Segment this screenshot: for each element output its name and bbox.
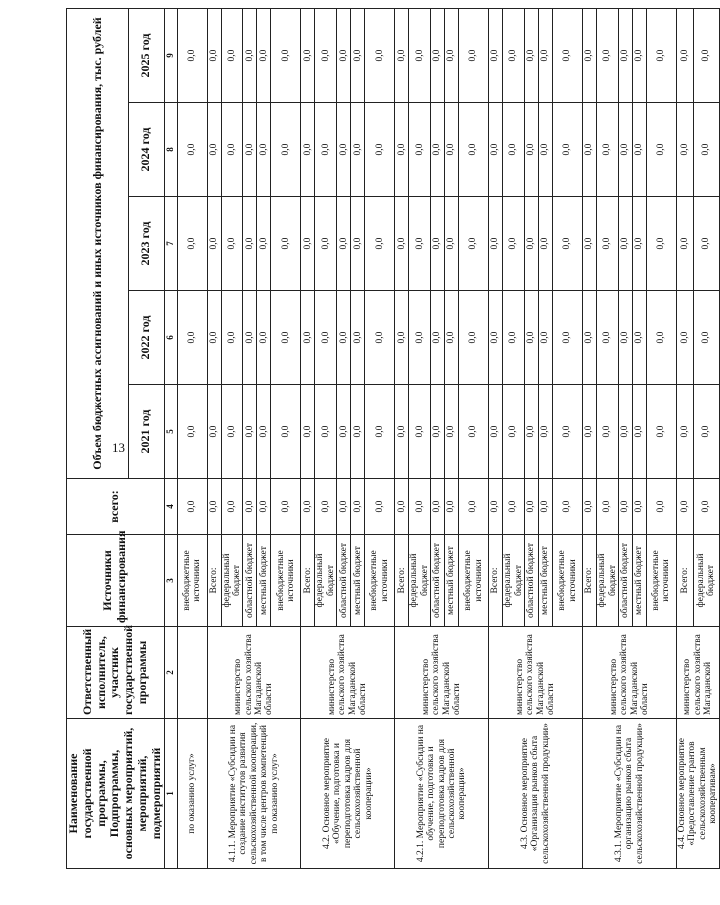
- value-cell: 0,0: [243, 8, 257, 102]
- value-cell: 0,0: [395, 8, 409, 102]
- value-cell: 0,0: [676, 291, 693, 385]
- table-row: [583, 8, 597, 868]
- funding-source-cell: Всего:: [489, 535, 503, 627]
- value-cell: 0,0: [177, 291, 207, 385]
- value-cell: 0,0: [489, 291, 503, 385]
- value-cell: 0,0: [431, 479, 445, 535]
- value-cell: 0,0: [597, 197, 619, 291]
- column-index: 9: [164, 8, 177, 102]
- value-cell: 0,0: [315, 103, 337, 197]
- value-cell: 0,0: [365, 479, 395, 535]
- funding-source-cell: местный бюджет: [257, 535, 271, 627]
- column-index-row: [164, 8, 177, 868]
- funding-source-cell: внебюджетные источники: [553, 535, 583, 627]
- value-cell: 0,0: [409, 291, 431, 385]
- value-cell: 0,0: [351, 103, 365, 197]
- value-cell: 0,0: [459, 197, 489, 291]
- value-cell: 0,0: [646, 103, 676, 197]
- value-cell: 0,0: [676, 197, 693, 291]
- value-cell: 0,0: [693, 197, 719, 291]
- funding-source-cell: внебюджетные источники: [646, 535, 676, 627]
- value-cell: 0,0: [632, 197, 646, 291]
- value-cell: 0,0: [177, 385, 207, 479]
- value-cell: 0,0: [539, 291, 553, 385]
- rotated-table-container: [66, 9, 719, 869]
- value-cell: 0,0: [409, 8, 431, 102]
- value-cell: 0,0: [221, 479, 243, 535]
- value-cell: 0,0: [431, 197, 445, 291]
- funding-source-cell: внебюджетные источники: [177, 535, 207, 627]
- value-cell: 0,0: [271, 479, 301, 535]
- value-cell: 0,0: [583, 385, 597, 479]
- funding-source-cell: областной бюджет: [618, 535, 632, 627]
- funding-source-cell: федеральный бюджет: [315, 535, 337, 627]
- value-cell: 0,0: [553, 197, 583, 291]
- value-cell: 0,0: [177, 197, 207, 291]
- header-year: 2022 год: [128, 291, 164, 385]
- value-cell: 0,0: [301, 479, 315, 535]
- table-row: [301, 8, 315, 868]
- value-cell: 0,0: [177, 103, 207, 197]
- value-cell: 0,0: [693, 479, 719, 535]
- value-cell: 0,0: [243, 103, 257, 197]
- value-cell: 0,0: [271, 385, 301, 479]
- header-responsible: Ответственный исполнитель, участник государственной программы: [67, 627, 165, 719]
- table-row: [489, 8, 503, 868]
- header-volume: Объем бюджетных ассигнований и иных источников финансирования, тыс. рублей: [67, 8, 129, 478]
- value-cell: 0,0: [315, 291, 337, 385]
- value-cell: 0,0: [676, 479, 693, 535]
- value-cell: 0,0: [351, 291, 365, 385]
- value-cell: 0,0: [525, 8, 539, 102]
- funding-source-cell: областной бюджет: [243, 535, 257, 627]
- value-cell: 0,0: [539, 197, 553, 291]
- value-cell: 0,0: [221, 197, 243, 291]
- value-cell: 0,0: [221, 291, 243, 385]
- value-cell: 0,0: [525, 197, 539, 291]
- table-header: [67, 8, 178, 868]
- value-cell: 0,0: [583, 8, 597, 102]
- funding-source-cell: внебюджетные источники: [459, 535, 489, 627]
- value-cell: 0,0: [409, 479, 431, 535]
- funding-source-cell: Всего:: [583, 535, 597, 627]
- value-cell: 0,0: [646, 385, 676, 479]
- value-cell: 0,0: [553, 385, 583, 479]
- value-cell: 0,0: [409, 385, 431, 479]
- value-cell: 0,0: [583, 103, 597, 197]
- value-cell: 0,0: [409, 103, 431, 197]
- value-cell: 0,0: [597, 8, 619, 102]
- value-cell: 0,0: [337, 385, 351, 479]
- header-year: 2021 год: [128, 385, 164, 479]
- row-name-cell: 4.1.1. Мероприятие «Субсидии на создание институтов развития сельскохозяйственной кооперации, в том числе центров компетенций по оказанию услуг»: [207, 719, 301, 869]
- value-cell: 0,0: [632, 103, 646, 197]
- value-cell: 0,0: [301, 385, 315, 479]
- row-responsible-cell: министерство сельского хозяйства Магаданской области: [301, 627, 395, 719]
- value-cell: 0,0: [271, 197, 301, 291]
- row-responsible-cell: [177, 627, 207, 719]
- value-cell: 0,0: [693, 385, 719, 479]
- row-name-cell: 4.3. Основное мероприятие «Организация рынков сбыта сельскохозяйственной продукции»: [489, 719, 583, 869]
- value-cell: 0,0: [618, 197, 632, 291]
- value-cell: 0,0: [693, 103, 719, 197]
- value-cell: 0,0: [489, 103, 503, 197]
- funding-source-cell: федеральный бюджет: [693, 535, 719, 627]
- value-cell: 0,0: [503, 8, 525, 102]
- row-responsible-cell: министерство сельского хозяйства Магаданской области: [583, 627, 677, 719]
- value-cell: 0,0: [207, 291, 221, 385]
- value-cell: 0,0: [525, 291, 539, 385]
- value-cell: 0,0: [395, 479, 409, 535]
- value-cell: 0,0: [525, 385, 539, 479]
- value-cell: 0,0: [445, 197, 459, 291]
- value-cell: 0,0: [459, 479, 489, 535]
- value-cell: 0,0: [243, 479, 257, 535]
- funding-source-cell: федеральный бюджет: [503, 535, 525, 627]
- value-cell: 0,0: [315, 479, 337, 535]
- funding-source-cell: федеральный бюджет: [409, 535, 431, 627]
- value-cell: 0,0: [676, 8, 693, 102]
- header-total: всего:: [67, 479, 165, 535]
- column-index: 1: [164, 719, 177, 869]
- value-cell: 0,0: [351, 197, 365, 291]
- row-name-cell: 4.4. Основное мероприятие «Предоставление грантов сельскохозяйственным кооперативам»: [676, 719, 719, 869]
- value-cell: 0,0: [365, 103, 395, 197]
- value-cell: 0,0: [207, 479, 221, 535]
- value-cell: 0,0: [489, 8, 503, 102]
- row-name-cell: 4.3.1. Мероприятие «Субсидии на организацию рынков сбыта сельскохозяйственной продукции»: [583, 719, 677, 869]
- value-cell: 0,0: [525, 479, 539, 535]
- value-cell: 0,0: [271, 8, 301, 102]
- value-cell: 0,0: [676, 385, 693, 479]
- header-year: 2023 год: [128, 197, 164, 291]
- value-cell: 0,0: [632, 8, 646, 102]
- value-cell: 0,0: [489, 197, 503, 291]
- value-cell: 0,0: [301, 103, 315, 197]
- funding-source-cell: Всего:: [676, 535, 693, 627]
- value-cell: 0,0: [646, 197, 676, 291]
- value-cell: 0,0: [409, 197, 431, 291]
- value-cell: 0,0: [553, 103, 583, 197]
- value-cell: 0,0: [301, 197, 315, 291]
- value-cell: 0,0: [243, 197, 257, 291]
- value-cell: 0,0: [503, 103, 525, 197]
- value-cell: 0,0: [489, 479, 503, 535]
- funding-source-cell: областной бюджет: [431, 535, 445, 627]
- column-index: 6: [164, 291, 177, 385]
- table-row: [177, 8, 207, 868]
- table-row: [207, 8, 221, 868]
- value-cell: 0,0: [337, 479, 351, 535]
- value-cell: 0,0: [553, 479, 583, 535]
- column-index: 2: [164, 627, 177, 719]
- value-cell: 0,0: [351, 385, 365, 479]
- value-cell: 0,0: [618, 8, 632, 102]
- value-cell: 0,0: [207, 103, 221, 197]
- table-body: [177, 8, 719, 868]
- value-cell: 0,0: [459, 385, 489, 479]
- value-cell: 0,0: [459, 8, 489, 102]
- value-cell: 0,0: [459, 103, 489, 197]
- value-cell: 0,0: [337, 197, 351, 291]
- value-cell: 0,0: [445, 291, 459, 385]
- value-cell: 0,0: [597, 103, 619, 197]
- value-cell: 0,0: [243, 291, 257, 385]
- value-cell: 0,0: [676, 103, 693, 197]
- value-cell: 0,0: [646, 479, 676, 535]
- value-cell: 0,0: [257, 385, 271, 479]
- value-cell: 0,0: [257, 103, 271, 197]
- value-cell: 0,0: [632, 479, 646, 535]
- funding-source-cell: местный бюджет: [351, 535, 365, 627]
- value-cell: 0,0: [221, 8, 243, 102]
- value-cell: 0,0: [243, 385, 257, 479]
- value-cell: 0,0: [553, 8, 583, 102]
- value-cell: 0,0: [271, 291, 301, 385]
- value-cell: 0,0: [503, 197, 525, 291]
- budget-table: [66, 8, 720, 869]
- value-cell: 0,0: [632, 385, 646, 479]
- value-cell: 0,0: [539, 8, 553, 102]
- value-cell: 0,0: [693, 8, 719, 102]
- column-index: 8: [164, 103, 177, 197]
- value-cell: 0,0: [445, 103, 459, 197]
- value-cell: 0,0: [553, 291, 583, 385]
- column-index: 3: [164, 535, 177, 627]
- row-name-cell: по оказанию услуг»: [177, 719, 207, 869]
- header-sources: Источники финансирования: [67, 535, 165, 627]
- value-cell: 0,0: [525, 103, 539, 197]
- value-cell: 0,0: [301, 8, 315, 102]
- value-cell: 0,0: [503, 385, 525, 479]
- value-cell: 0,0: [503, 291, 525, 385]
- value-cell: 0,0: [632, 291, 646, 385]
- value-cell: 0,0: [618, 479, 632, 535]
- value-cell: 0,0: [337, 291, 351, 385]
- header-year: 2025 год: [128, 8, 164, 102]
- funding-source-cell: областной бюджет: [525, 535, 539, 627]
- value-cell: 0,0: [365, 8, 395, 102]
- value-cell: 0,0: [445, 479, 459, 535]
- funding-source-cell: внебюджетные источники: [271, 535, 301, 627]
- column-index: 5: [164, 385, 177, 479]
- value-cell: 0,0: [257, 291, 271, 385]
- funding-source-cell: Всего:: [395, 535, 409, 627]
- value-cell: 0,0: [618, 385, 632, 479]
- value-cell: 0,0: [207, 385, 221, 479]
- funding-source-cell: местный бюджет: [539, 535, 553, 627]
- funding-source-cell: Всего:: [207, 535, 221, 627]
- row-responsible-cell: министерство сельского хозяйства Магаданской: [676, 627, 719, 719]
- value-cell: 0,0: [365, 385, 395, 479]
- row-responsible-cell: министерство сельского хозяйства Магаданской области: [207, 627, 301, 719]
- value-cell: 0,0: [395, 197, 409, 291]
- value-cell: 0,0: [177, 479, 207, 535]
- column-index: 4: [164, 479, 177, 535]
- funding-source-cell: областной бюджет: [337, 535, 351, 627]
- funding-source-cell: внебюджетные источники: [365, 535, 395, 627]
- value-cell: 0,0: [337, 8, 351, 102]
- value-cell: 0,0: [257, 197, 271, 291]
- value-cell: 0,0: [445, 385, 459, 479]
- funding-source-cell: местный бюджет: [632, 535, 646, 627]
- value-cell: 0,0: [221, 103, 243, 197]
- value-cell: 0,0: [459, 291, 489, 385]
- value-cell: 0,0: [257, 8, 271, 102]
- value-cell: 0,0: [337, 103, 351, 197]
- value-cell: 0,0: [489, 385, 503, 479]
- value-cell: 0,0: [395, 103, 409, 197]
- value-cell: 0,0: [431, 8, 445, 102]
- value-cell: 0,0: [431, 291, 445, 385]
- value-cell: 0,0: [221, 385, 243, 479]
- value-cell: 0,0: [539, 103, 553, 197]
- value-cell: 0,0: [583, 291, 597, 385]
- value-cell: 0,0: [395, 385, 409, 479]
- row-responsible-cell: министерство сельского хозяйства Магаданской области: [395, 627, 489, 719]
- value-cell: 0,0: [315, 385, 337, 479]
- funding-source-cell: федеральный бюджет: [597, 535, 619, 627]
- value-cell: 0,0: [365, 291, 395, 385]
- value-cell: 0,0: [315, 8, 337, 102]
- value-cell: 0,0: [431, 385, 445, 479]
- value-cell: 0,0: [271, 103, 301, 197]
- header-name: Наименование государственной программы, Подпрограммы, основных мероприятий, мероприятий, подмероприятий: [67, 719, 165, 869]
- value-cell: 0,0: [583, 479, 597, 535]
- value-cell: 0,0: [539, 385, 553, 479]
- value-cell: 0,0: [693, 291, 719, 385]
- value-cell: 0,0: [351, 8, 365, 102]
- value-cell: 0,0: [365, 197, 395, 291]
- table-row: [395, 8, 409, 868]
- value-cell: 0,0: [597, 385, 619, 479]
- table-row: [676, 8, 693, 868]
- row-name-cell: 4.2.1. Мероприятие «Субсидии на обучение, подготовка и переподготовка кадров для сельскохозяйственной кооперации»: [395, 719, 489, 869]
- header-year: 2024 год: [128, 103, 164, 197]
- value-cell: 0,0: [618, 291, 632, 385]
- funding-source-cell: Всего:: [301, 535, 315, 627]
- value-cell: 0,0: [207, 8, 221, 102]
- row-responsible-cell: министерство сельского хозяйства Магаданской области: [489, 627, 583, 719]
- value-cell: 0,0: [618, 103, 632, 197]
- value-cell: 0,0: [301, 291, 315, 385]
- value-cell: 0,0: [597, 479, 619, 535]
- value-cell: 0,0: [315, 197, 337, 291]
- value-cell: 0,0: [583, 197, 597, 291]
- value-cell: 0,0: [257, 479, 271, 535]
- value-cell: 0,0: [445, 8, 459, 102]
- column-index: 7: [164, 197, 177, 291]
- page-number: 13: [112, 440, 125, 455]
- value-cell: 0,0: [539, 479, 553, 535]
- value-cell: 0,0: [395, 291, 409, 385]
- value-cell: 0,0: [646, 291, 676, 385]
- row-name-cell: 4.2. Основное мероприятие «Обучение, подготовка и переподготовка кадров для сельскохозяйственной кооперации»: [301, 719, 395, 869]
- value-cell: 0,0: [646, 8, 676, 102]
- value-cell: 0,0: [597, 291, 619, 385]
- value-cell: 0,0: [207, 197, 221, 291]
- funding-source-cell: местный бюджет: [445, 535, 459, 627]
- value-cell: 0,0: [177, 8, 207, 102]
- value-cell: 0,0: [431, 103, 445, 197]
- funding-source-cell: федеральный бюджет: [221, 535, 243, 627]
- value-cell: 0,0: [351, 479, 365, 535]
- value-cell: 0,0: [503, 479, 525, 535]
